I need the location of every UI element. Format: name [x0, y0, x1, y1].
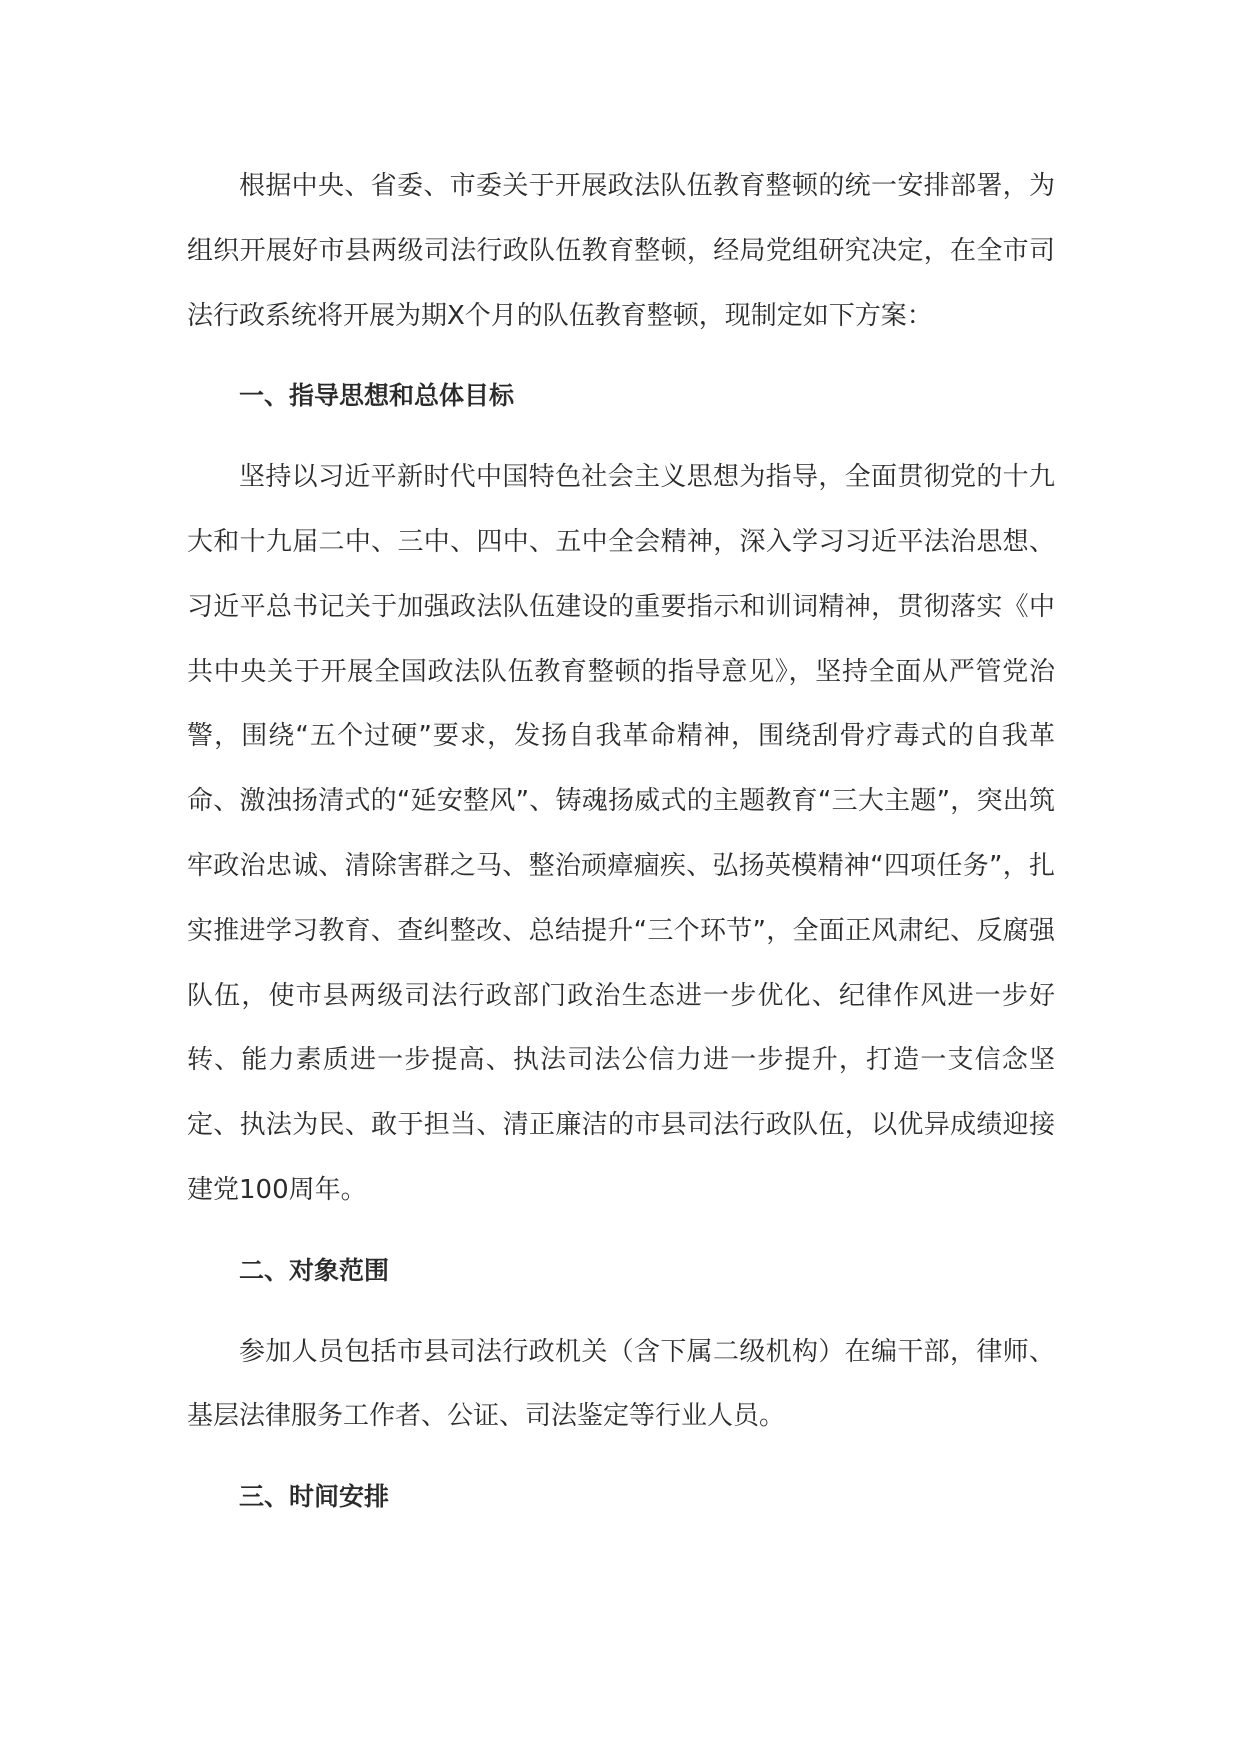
section-heading-guiding-ideology: 一、指导思想和总体目标 [239, 381, 515, 411]
section-heading-scope: 二、对象范围 [239, 1255, 390, 1285]
intro-paragraph: 根据中央、省委、市委关于开展政法队伍教育整顿的统一安排部署，为组织开展好市县两级司法行政队伍教育整顿，经局党组研究决定，在全市司法行政系统将开展为期X个月的队伍教育整顿，现制定如下方案： [187, 171, 1055, 331]
section-body-scope: 参加人员包括市县司法行政机关（含下属二级机构）在编干部，律师、基层法律服务工作者、公证、司法鉴定等行业人员。 [187, 1336, 1055, 1432]
section-body-guiding-ideology: 坚持以习近平新时代中国特色社会主义思想为指导，全面贯彻党的十九大和十九届二中、三中、四中、五中全会精神，深入学习习近平法治思想、习近平总书记关于加强政法队伍建设的重要指示和训词精神，贯彻落实《中共中央关于开展全国政法队伍教育整顿的指导意见》，坚持全面从严管党治警，围绕“五个过硬”要求，发扬自我革命精神，围绕刮骨疗毒式的自我革命、激浊扬清式的“延安整风”、铸魂扬威式的主题教育“三大主题”，突出筑牢政治忠诚、清除害群之马、整治顽瘴痼疾、弘扬英模精神“四项任务”，扎实推进学习教育、查纠整改、总结提升“三个环节”，全面正风肃纪、反腐强队伍，使市县两级司法行政部门政治生态进一步优化、纪律作风进一步好转、能力素质进一步提高、执法司法公信力进一步提升，打造一支信念坚定、执法为民、敢于担当、清正廉洁的市县司法行政队伍，以优异成绩迎接建党100周年。 [187, 462, 1055, 1205]
document-body [187, 154, 1055, 1530]
section-heading-schedule: 三、时间安排 [239, 1482, 390, 1512]
